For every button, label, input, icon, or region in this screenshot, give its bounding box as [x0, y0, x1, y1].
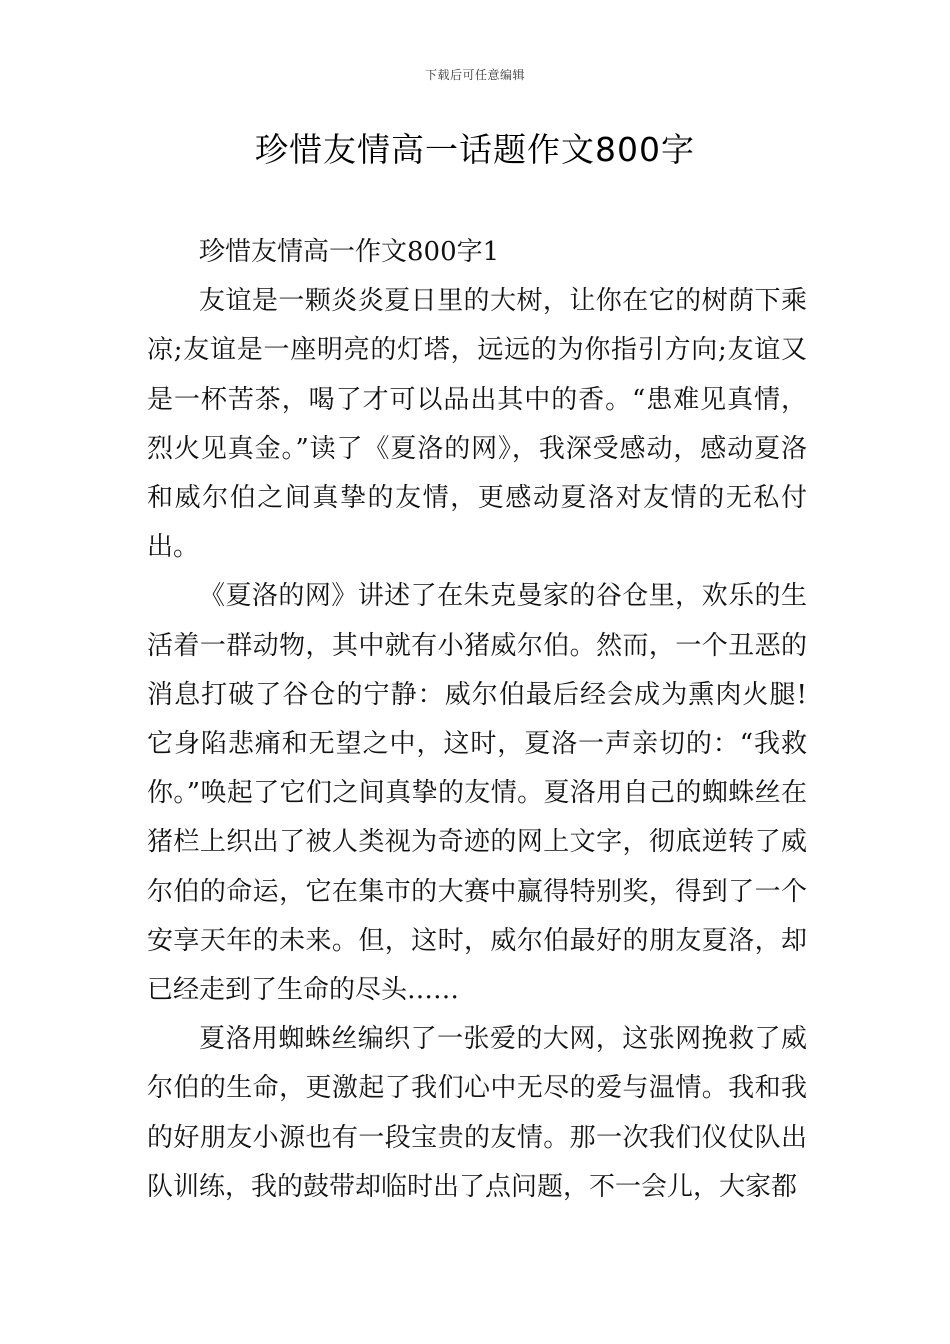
- document-title: 珍惜友情高一话题作文800字: [255, 130, 695, 169]
- section-subtitle: 珍惜友情高一作文800字1: [199, 237, 500, 267]
- paragraph-1: 友谊是一颗炎炎夏日里的大树，让你在它的树荫下乘凉;友谊是一座明亮的灯塔，远远的为你指引方向;友谊又是一杯苦茶，喝了才可以品出其中的香。“患难见真情，烈火见真金。”读了《夏洛的网》，我深受感动，感动夏洛和威尔伯之间真挚的友情，更感动夏洛对友情的无私付出。: [147, 286, 807, 563]
- paragraph-2: 《夏洛的网》讲述了在朱克曼家的谷仓里，欢乐的生活着一群动物，其中就有小猪威尔伯。然而，一个丑恶的消息打破了谷仓的宁静：威尔伯最后经会成为熏肉火腿!它身陷悲痛和无望之中，这时，夏洛一声亲切的：“我救你。”唤起了它们之间真挚的友情。夏洛用自己的蜘蛛丝在猪栏上织出了被人类视为奇迹的网上文字，彻底逆转了威尔伯的命运，它在集市的大赛中赢得特别奖，得到了一个安享天年的未来。但，这时，威尔伯最好的朋友夏洛，却已经走到了生命的尽头……: [147, 581, 807, 1006]
- header-note: 下载后可任意编辑: [424, 68, 525, 82]
- paragraph-3: 夏洛用蜘蛛丝编织了一张爱的大网，这张网挽救了威尔伯的生命，更激起了我们心中无尽的爱与温情。我和我的好朋友小源也有一段宝贵的友情。那一次我们仪仗队出队训练，我的鼓带却临时出了点问题，不一会儿，大家都: [147, 1024, 807, 1202]
- document-body: [147, 228, 807, 1212]
